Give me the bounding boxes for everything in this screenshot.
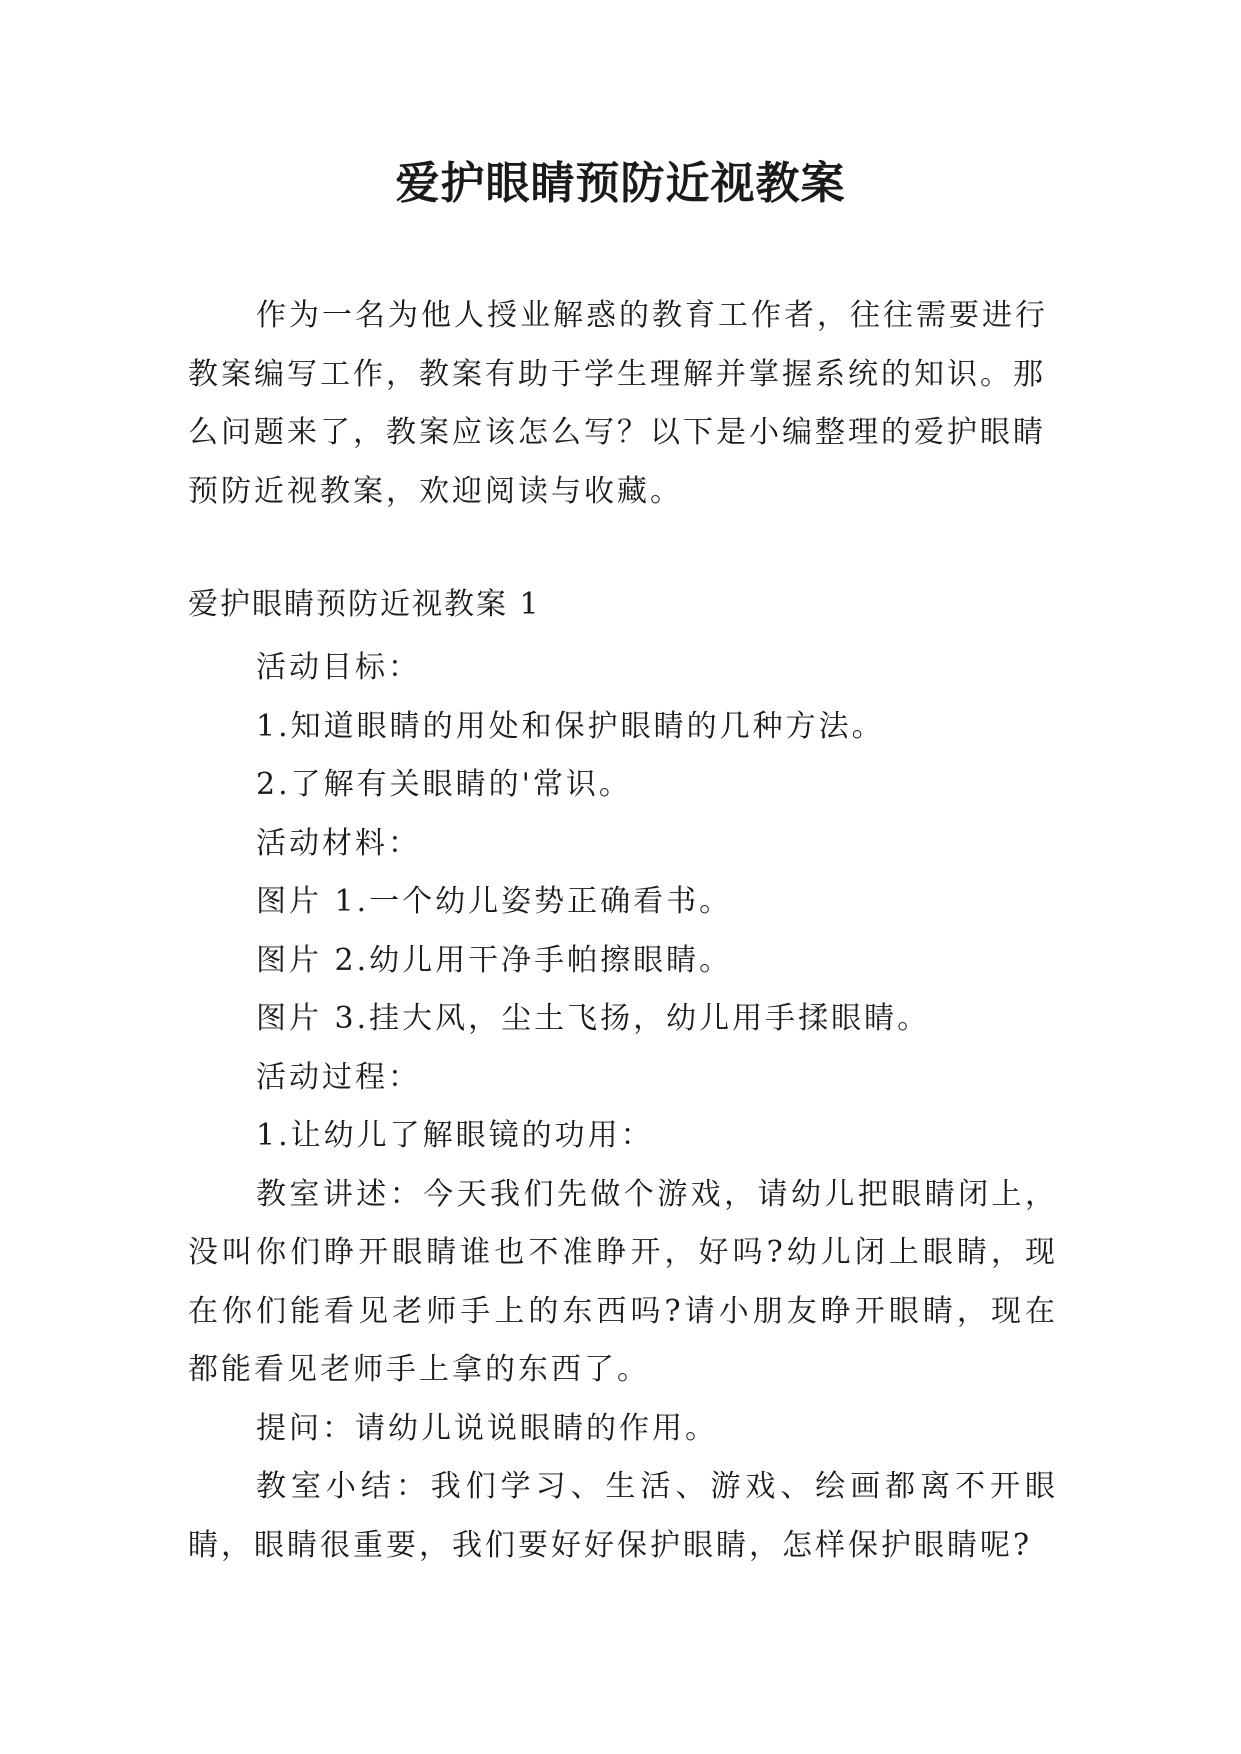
material-item-2: 图片 2.幼儿用干净手帕擦眼睛。	[256, 942, 733, 978]
process-heading: 活动过程：	[256, 1059, 421, 1095]
goal-item-2: 2.了解有关眼睛的'常识。	[256, 767, 632, 802]
intro-paragraph: 作为一名为他人授业解惑的教育工作者，往往需要进行教案编写工作，教案有助于学生理解并掌握系统的知识。那么问题来了，教案应该怎么写？以下是小编整理的爱护眼睛预防近视教案，欢迎阅读与收藏。	[188, 298, 1048, 509]
section-heading: 爱护眼睛预防近视教案 1	[188, 587, 541, 622]
document-title: 爱护眼睛预防近视教案	[395, 158, 846, 209]
lesson-body	[188, 639, 1058, 1575]
teacher-narration-paragraph: 教室讲述：今天我们先做个游戏，请幼儿把眼睛闭上，没叫你们睁开眼睛谁也不准睁开，好吗?幼儿闭上眼睛，现在你们能看见老师手上的东西吗?请小朋友睁开眼睛，现在都能看见老师手上拿的东西了。	[188, 1176, 1058, 1387]
goal-item-1: 1.知道眼睛的用处和保护眼睛的几种方法。	[256, 708, 885, 744]
material-item-3: 图片 3.挂大风，尘土飞扬，幼儿用手揉眼睛。	[256, 1001, 931, 1036]
goal-heading: 活动目标：	[256, 650, 421, 685]
question-line: 提问：请幼儿说说眼睛的作用。	[256, 1410, 718, 1446]
material-heading: 活动材料：	[256, 825, 421, 861]
process-item-1: 1.让幼儿了解眼镜的功用：	[256, 1118, 654, 1153]
material-item-1: 图片 1.一个幼儿姿势正确看书。	[256, 884, 733, 919]
summary-paragraph: 教室小结：我们学习、生活、游戏、绘画都离不开眼睛，眼睛很重要，我们要好好保护眼睛，怎样保护眼睛呢?	[188, 1469, 1058, 1563]
